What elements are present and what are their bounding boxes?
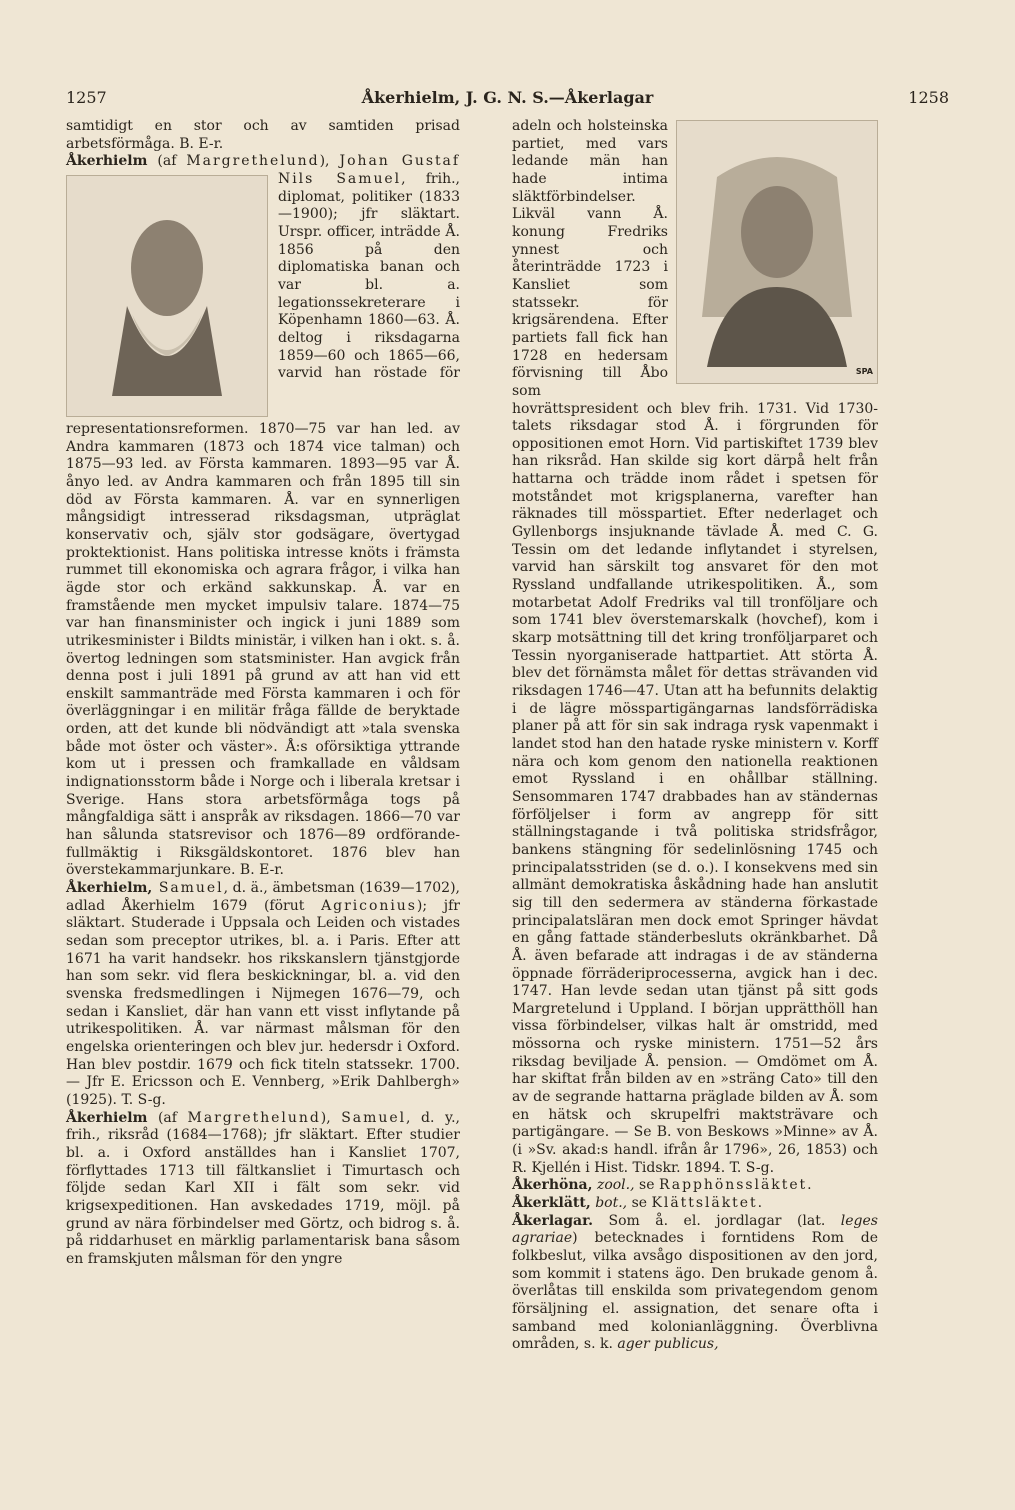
page-number-right: 1258 <box>908 88 949 107</box>
portrait-johan-gustaf-akerhielm <box>66 175 268 417</box>
portrait-samuel-akerhielm <box>676 120 878 384</box>
right-column <box>512 118 878 1354</box>
entry-headword: Åkerhöna, <box>512 1177 593 1194</box>
entry-headword: Åkerhielm <box>66 153 148 170</box>
entry-headword: Åkerhielm <box>66 1109 148 1126</box>
entry-samuel-younger: Åkerhielm (af Margrethelund), Samuel, d. y., frih., riksråd (1684—1768); jfr släktart. Efter studier bl. a. i Oxford anställdes han i Kansliet 1707, förflyttades 1713 till fältkansliet i Timurtasch och följde sedan Karl XII i fält som sekr. vid krigsexpeditionen. Han avskedades 1719, möjl. på grund av nära förbindelser med Görtz, och bidrog s. å. på riddarhuset en märklig parlamentarisk bana såsom en framskjuten målsman för den yngre <box>66 1109 460 1267</box>
entry-headword: Åkerhielm, <box>66 880 153 897</box>
entry-akerlagar: Åkerlagar. Som å. el. jordlagar (lat. leges agrariae) betecknades i forntidens Rom de folkbeslut, vilka avsågo dispositionen av den jord, som kommit i statens ägo. Den brukade genom å. överlåtas till enskilda som privategendom genom försäljning el. assignation, det senare ofta i samband med kolonianläggning. Överblivna områden, s. k. ager publicus, <box>512 1212 878 1353</box>
entry-headword: Åkerklätt, <box>512 1195 591 1212</box>
entry-headword: Åkerlagar. <box>512 1212 594 1229</box>
continued-paragraph: samtidigt en stor och av samtiden prisad arbetsförmåga. B. E-r. <box>66 118 460 152</box>
entry-samuel-elder: Åkerhielm, Samuel, d. ä., ämbetsman (1639—1702), adlad Åkerhielm 1679 (förut Agriconius); jfr släktart. Studerade i Uppsala och Leiden och vistades sedan som preceptor utrikes, bl. a. i Paris. Efter att 1671 ha varit handsekr. hos rikskanslern tjänstgjorde han som sekr. vid flera beskickningar, bl. a. vid den svenska fredsmedlingen i Nijmegen 1676—79, och sedan i Kansliet, där han vann ett visst inflytande på utrikespolitiken. Å. var närmast målsman för den engelska orienteringen och blev jur. hedersdr i Oxford. Han blev postdir. 1679 och fick titeln statssekr. 1700. — Jfr E. Ericsson och E. Vennberg, »Erik Dahlbergh» (1925). T. S-g. <box>66 880 460 1108</box>
running-title: Åkerhielm, J. G. N. S.—Åkerlagar <box>361 88 654 107</box>
artist-signature: SPA <box>855 367 873 377</box>
entry-samuel-younger-continued: SPA adeln och holsteinska partiet, med vars ledande män han hade intima släktförbindelser. Likväl vann Å. konung Fredriks ynnest och återinträdde 1723 i Kansliet som statssekr. för krigsärendena. Efter partiets fall fick han 1728 en hedersam förvisning till Åbo som hovrättspresident och blev frih. 1731. Vid 1730-talets riksdagar stod Å. i förgrunden för oppositionen emot Horn. Vid partiskiftet 1739 blev han riksråd. Han skilde sig kort därpå helt från hattarna och trädde inom rådet i spetsen för motståndet mot krigsplanerna, varefter han räknades till mösspartiet. Efter nederlaget och Gyllenborgs insjuknande tävlade Å. med C. G. Tessin om det ledande inflytandet i styrelsen, varvid han särskilt tog ansvaret för den mot Ryssland undfallande utrikespolitiken. Å., som motarbetat Adolf Fredriks val till tronföljare och som 1741 blev överstemarskalk (hovchef), kom i skarp motsättning till det kring tronföljarparet och Tessin nyorganiserade hattpartiet. Att störta Å. blev det förnämsta målet för dettas strävanden vid riksdagen 1746—47. Utan att ha befunnits delaktig i de lägre mösspartigängarnas landsförrädiska planer på att för sin sak indraga rysk vapenmakt i landet stod han den hatade ryske ministern v. Korff nära och kom genom den nationella reaktionen emot Ryssland i en ohållbar ställning. Sensommaren 1747 drabbades han av ständernas förföljelser i form av angrepp för sitt ställningstagande i två politiska stridsfrågor, bankens stängning för sedelinlösning 1745 och principalatsstriden (se d. o.). I konsekvens med sin allmänt demokratiska åskådning hade han anslutit sig till den sedermera av ständerna förkastade principalatsläran men dock emot Springer hävdat en gång fattade ständerbesluts okränkbarhet. Då Å. även befarade att indragas i de av ständerna öppnade förräderiprocesserna, avgick han i dec. 1747. Han levde sedan utan tjänst på sitt gods Margretelund i Uppland. I början upprätthöll han vissa förbindelser, vilkas halt är omstridd, med mössorna och ryske ministern. 1751—52 års riksdag beviljade Å. pension. — Omdömet om Å. har skiftat från bilden av en »sträng Cato» till den av de segrande hattarna präglade bilden av Å. som en hätsk och skrupelfri maktsträvare och partigängare. — Se B. von Beskows »Minne» av Å. (i »Sv. akad:s handl. ifrån år 1796», 26, 1853) och R. Kjellén i Hist. Tidskr. 1894. T. S-g. <box>512 118 878 1176</box>
portrait-image <box>92 196 242 396</box>
entry-akerhona: Åkerhöna, zool., se Rapphönssläktet. <box>512 1177 812 1194</box>
entry-johan-gustaf: Åkerhielm (af Margrethelund), Johan Gustaf Nils Samuel , frih., diplomat, politiker (1833—1900); jfr släktart. Urspr. officer, inträdde Å. 1856 på den diplomatiska banan och var bl. a. legationssekreterare i Köpenhamn 1860—63. Å. deltog i riksdagarna 1859—60 och 1865—66, varvid han röstade för representationsreformen. 1870—75 var han led. av Andra kammaren (1873 och 1874 vice talman) och 1875—93 led. av Första kammaren. 1893—95 var Å. ånyo led. av Andra kammaren och från 1895 till sin död av Första kammaren. Å. var en synnerligen mångsidigt intresserad riksdagsman, utpräglat konservativ och, själv stor godsägare, övertygad proktektionist. Hans politiska intresse knöts i främsta rummet till ekonomiska och agrara frågor, i vilka han ägde stor och erkänd sakkunskap. Å. var en framstående men mycket impulsiv talare. 1874—75 var han finansminister och ingick i juni 1889 som utrikesminister i Bildts ministär, i vilken han i okt. s. å. övertog ledningen som statsminister. Han avgick från denna post i juli 1891 på grund av att han vid ett enskilt sammanträde med Första kammaren i och för överläggningar i en militär fråga fällde de beryktade orden, att det kunde bli nödvändigt att »tala svenska både mot öster och väster». Å:s oförsiktiga yttrande kom ut i pressen och framkallade en våldsam indignationsstorm både i Norge och i liberala kretsar i Sverige. Hans stora arbetsförmåga togs på mångfaldiga sätt i anspråk av riksdagen. 1866—70 var han sålunda statsrevisor och 1876—89 ordförande-fullmäktig i Riksgäldskontoret. 1876 blev han överstekammarjunkare. B. E-r. <box>66 153 460 879</box>
entry-akerklatt: Åkerklätt, bot., se Klättsläktet. <box>512 1195 763 1212</box>
left-column <box>66 118 460 1268</box>
page-number-left: 1257 <box>66 88 107 107</box>
portrait-image <box>692 137 862 367</box>
running-header <box>0 88 1015 112</box>
